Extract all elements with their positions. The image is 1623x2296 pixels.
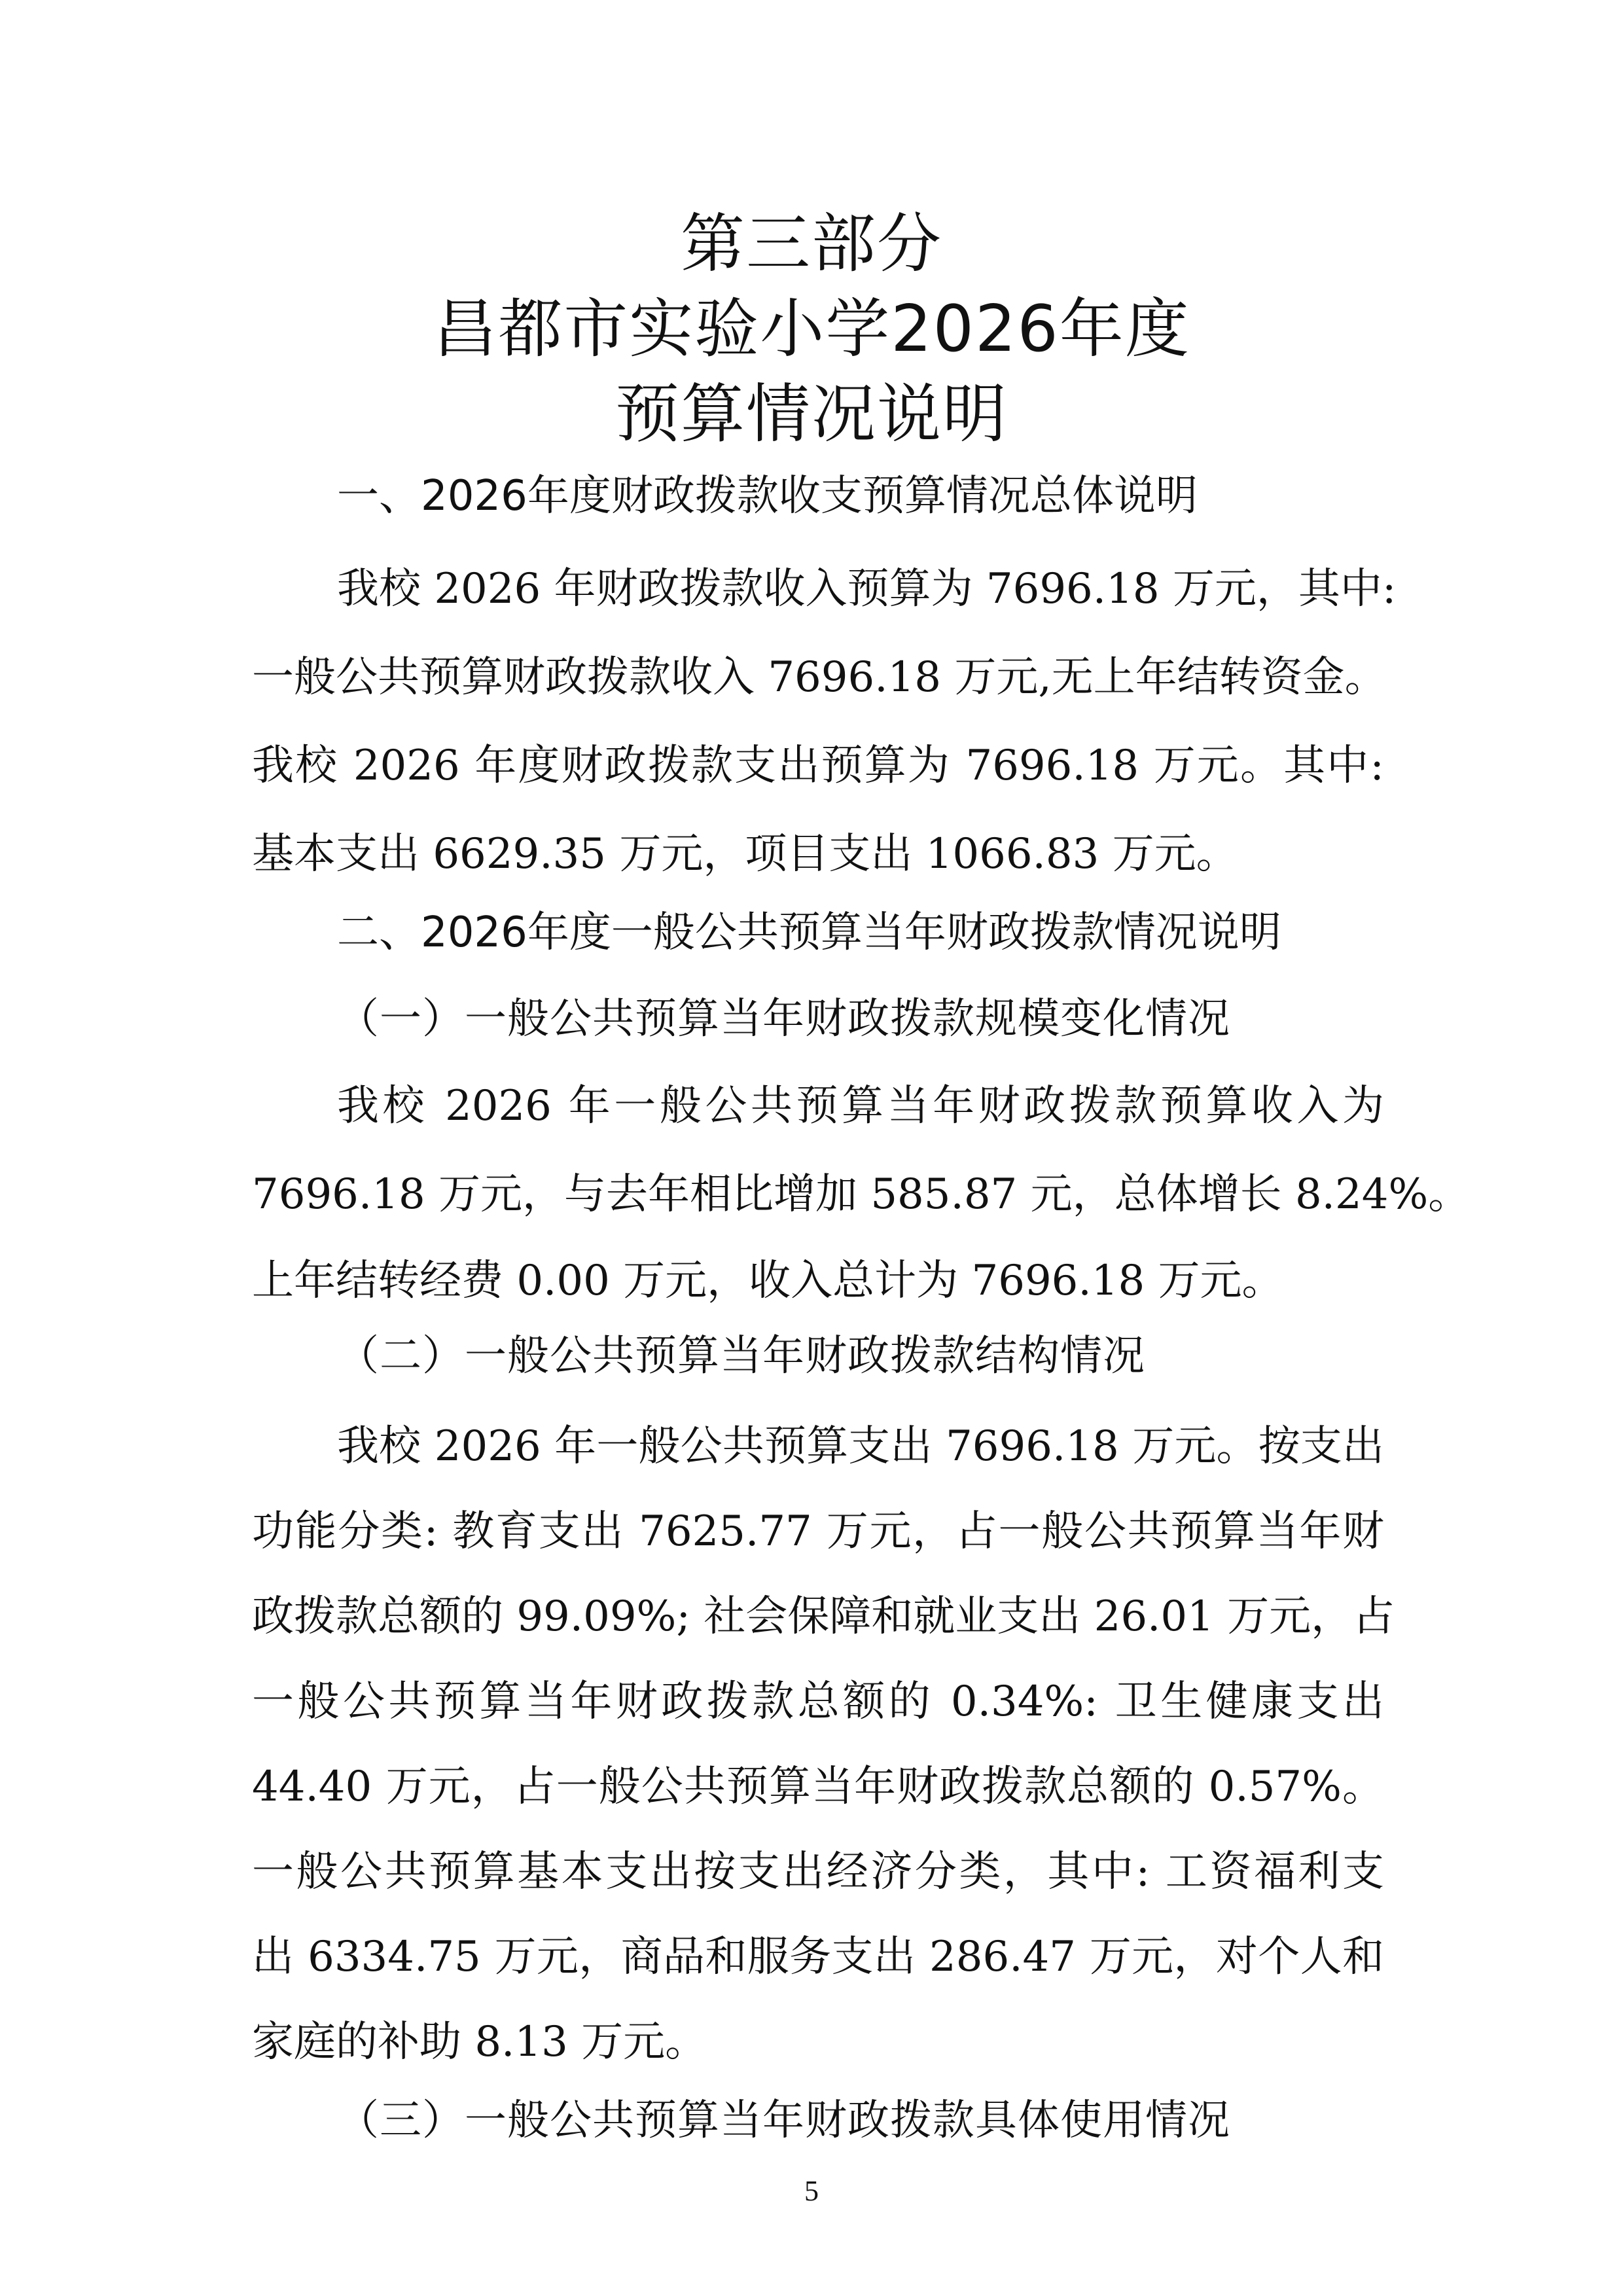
sub2-line: 一般公共预算当年财政拨款总额的 0.34%: 卫生健康支出: [252, 1677, 1384, 1726]
sub2-heading: （二）一般公共预算当年财政拨款结构情况: [337, 1332, 1145, 1380]
title-school-year: 昌都市实验小学2026年度: [433, 292, 1190, 367]
section1-heading: 一、2026年度财政拨款收支预算情况总体说明: [337, 472, 1198, 520]
sub3-heading: （三）一般公共预算当年财政拨款具体使用情况: [337, 2096, 1230, 2145]
sub2-line: 一般公共预算基本支出按支出经济分类，其中: 工资福利支: [252, 1848, 1384, 1896]
page-number: 5: [804, 2175, 819, 2207]
section1-line: 一般公共预算财政拨款收入 7696.18 万元,无上年结转资金。: [252, 653, 1387, 702]
sub2-line: 功能分类: 教育支出 7625.77 万元，占一般公共预算当年财: [252, 1507, 1384, 1556]
sub1-heading: （一）一般公共预算当年财政拨款规模变化情况: [337, 995, 1230, 1043]
sub1-line: 7696.18 万元，与去年相比增加 585.87 元，总体增长 8.24%。: [252, 1170, 1471, 1219]
section1-line: 基本支出 6629.35 万元，项目支出 1066.83 万元。: [252, 830, 1238, 878]
sub2-line: 政拨款总额的 99.09%; 社会保障和就业支出 26.01 万元，占: [252, 1592, 1395, 1641]
section1-line: 我校 2026 年财政拨款收入预算为 7696.18 万元，其中:: [337, 565, 1397, 613]
title-part: 第三部分: [680, 207, 942, 281]
section2-heading: 二、2026年度一般公共预算当年财政拨款情况说明: [337, 908, 1281, 957]
sub2-line: 出 6334.75 万元，商品和服务支出 286.47 万元，对个人和: [252, 1933, 1384, 1981]
sub2-line: 家庭的补助 8.13 万元。: [252, 2018, 707, 2066]
sub2-line: 44.40 万元，占一般公共预算当年财政拨款总额的 0.57%。: [252, 1763, 1384, 1811]
sub2-line: 我校 2026 年一般公共预算支出 7696.18 万元。按支出: [337, 1422, 1384, 1471]
title-budget-explanation: 预算情况说明: [615, 377, 1008, 452]
section1-line: 我校 2026 年度财政拨款支出预算为 7696.18 万元。其中:: [252, 742, 1384, 790]
sub1-line: 我校 2026 年一般公共预算当年财政拨款预算收入为: [337, 1082, 1384, 1130]
sub1-line: 上年结转经费 0.00 万元，收入总计为 7696.18 万元。: [252, 1257, 1284, 1305]
